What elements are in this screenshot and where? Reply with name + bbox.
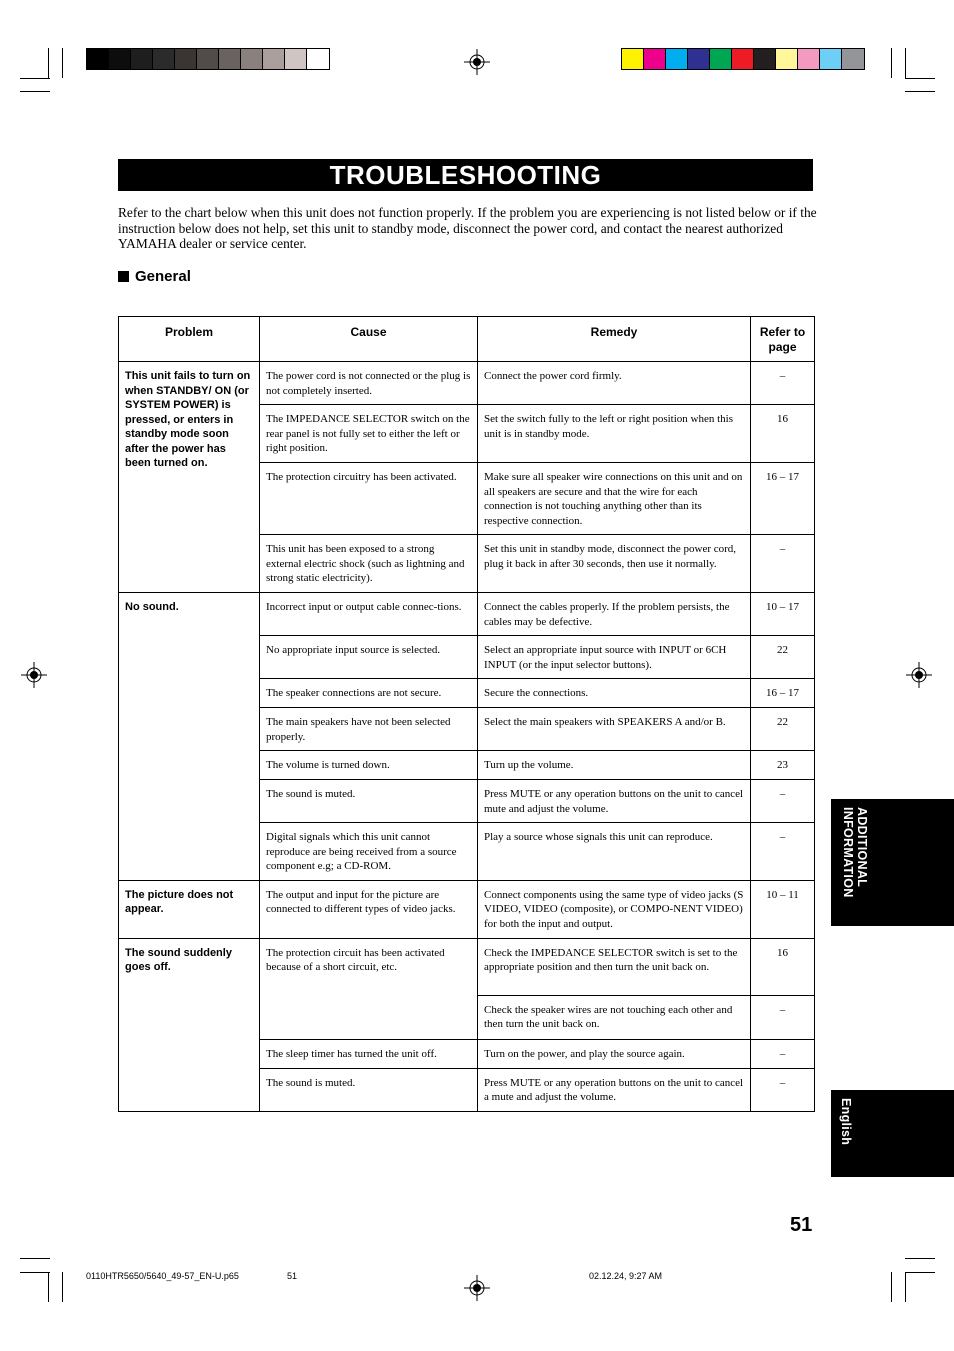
color-swatch: [131, 49, 153, 69]
ref-page-cell: –: [751, 1068, 815, 1111]
ref-page-cell: 16 – 17: [751, 679, 815, 708]
ref-page-cell: –: [751, 823, 815, 881]
problem-cell: This unit fails to turn on when STANDBY/ ON (or SYSTEM POWER) is pressed, or enters in standby mode soon after the power has been turned on.: [119, 362, 260, 593]
crop-mark: [891, 48, 892, 78]
cause-cell: The protection circuit has been activated because of a short circuit, etc.: [260, 938, 478, 1039]
header-cause: Cause: [260, 317, 478, 362]
color-swatch: [175, 49, 197, 69]
ref-page-cell: –: [751, 362, 815, 405]
crop-mark: [905, 1272, 935, 1273]
crop-mark: [891, 1272, 892, 1302]
page-title: TROUBLESHOOTING: [118, 159, 813, 191]
crop-mark: [905, 91, 935, 92]
side-tab-label: English: [839, 1098, 853, 1146]
ref-page-cell: 16: [751, 405, 815, 463]
remedy-cell: Make sure all speaker wire connections on this unit and on all speakers are secure and that the wire for each connection is not touching anything other than its respective connection.: [478, 463, 751, 535]
remedy-cell: Connect components using the same type of video jacks (S VIDEO, VIDEO (composite), or COMPO-NENT VIDEO) for both the input and output.: [478, 880, 751, 938]
color-swatch: [644, 49, 666, 69]
cause-cell: The speaker connections are not secure.: [260, 679, 478, 708]
cause-cell: The output and input for the picture are connected to different types of video jacks.: [260, 880, 478, 938]
color-swatch: [241, 49, 263, 69]
registration-mark-icon: [464, 49, 490, 75]
square-bullet-icon: [118, 271, 129, 282]
color-swatch: [307, 49, 329, 69]
color-swatch: [622, 49, 644, 69]
color-swatch: [666, 49, 688, 69]
side-tab-additional-information: [831, 799, 954, 926]
cause-cell: The main speakers have not been selected properly.: [260, 708, 478, 751]
registration-mark-icon: [464, 1275, 490, 1301]
color-swatch: [197, 49, 219, 69]
ref-page-cell: 23: [751, 751, 815, 780]
cause-cell: The IMPEDANCE SELECTOR switch on the rear panel is not fully set to either the left or right position.: [260, 405, 478, 463]
crop-mark: [48, 1272, 49, 1302]
cause-cell: The power cord is not connected or the plug is not completely inserted.: [260, 362, 478, 405]
remedy-cell: Connect the power cord firmly.: [478, 362, 751, 405]
remedy-cell: Connect the cables properly. If the problem persists, the cables may be defective.: [478, 593, 751, 636]
remedy-cell: Secure the connections.: [478, 679, 751, 708]
crop-mark: [62, 48, 63, 78]
crop-mark: [905, 78, 935, 79]
cause-cell: This unit has been exposed to a strong external electric shock (such as lightning and strong static electricity).: [260, 535, 478, 593]
crop-mark: [62, 1272, 63, 1302]
color-swatch: [263, 49, 285, 69]
footer-page: 51: [287, 1271, 298, 1281]
remedy-cell: Press MUTE or any operation buttons on the unit to cancel mute and adjust the volume.: [478, 780, 751, 823]
color-swatch: [219, 49, 241, 69]
ref-page-cell: 22: [751, 636, 815, 679]
color-swatch: [842, 49, 864, 69]
remedy-cell: Turn up the volume.: [478, 751, 751, 780]
table-header-row: [119, 317, 815, 362]
color-swatch: [732, 49, 754, 69]
remedy-cell: Check the speaker wires are not touching each other and then turn the unit back on.: [478, 995, 751, 1039]
color-swatch: [285, 49, 307, 69]
header-problem: Problem: [119, 317, 260, 362]
ref-page-cell: 10 – 11: [751, 880, 815, 938]
ref-page-cell: –: [751, 995, 815, 1039]
crop-mark: [20, 91, 50, 92]
color-swatch: [798, 49, 820, 69]
cause-cell: No appropriate input source is selected.: [260, 636, 478, 679]
crop-mark: [20, 78, 50, 79]
cause-cell: The volume is turned down.: [260, 751, 478, 780]
intro-paragraph: Refer to the chart below when this unit does not function properly. If the problem you are experiencing is not listed below or if the instruction below does not help, set this unit to standby mode, disconnect the power cord, and contact the nearest authorized YAMAHA dealer or service center.: [118, 205, 817, 252]
ref-page-cell: 10 – 17: [751, 593, 815, 636]
section-heading: [118, 268, 191, 285]
cause-cell: The sound is muted.: [260, 1068, 478, 1111]
remedy-cell: Set this unit in standby mode, disconnect the power cord, plug it back in after 30 seconds, then use it normally.: [478, 535, 751, 593]
footer-file: 0110HTR5650/5640_49-57_EN-U.p65: [86, 1271, 239, 1281]
crop-mark: [20, 1258, 50, 1259]
crop-mark: [905, 1258, 935, 1259]
remedy-cell: Select the main speakers with SPEAKERS A and/or B.: [478, 708, 751, 751]
color-swatch: [776, 49, 798, 69]
page-number: 51: [790, 1214, 813, 1236]
crop-mark: [905, 1272, 906, 1302]
color-swatch: [87, 49, 109, 69]
problem-cell: No sound.: [119, 593, 260, 881]
remedy-cell: Turn on the power, and play the source again.: [478, 1039, 751, 1068]
ref-page-cell: –: [751, 1039, 815, 1068]
footer-timestamp: 02.12.24, 9:27 AM: [589, 1271, 663, 1281]
cause-cell: The sound is muted.: [260, 780, 478, 823]
ref-page-cell: 22: [751, 708, 815, 751]
color-swatch: [754, 49, 776, 69]
ref-page-cell: –: [751, 535, 815, 593]
table-row: [119, 938, 815, 995]
ref-page-cell: –: [751, 780, 815, 823]
remedy-cell: Play a source whose signals this unit can reproduce.: [478, 823, 751, 881]
side-tab-english: [831, 1090, 954, 1177]
cause-cell: Incorrect input or output cable connec-tions.: [260, 593, 478, 636]
registration-mark-icon: [21, 662, 47, 688]
remedy-cell: Set the switch fully to the left or right position when this unit is in standby mode.: [478, 405, 751, 463]
table-row: [119, 362, 815, 405]
cause-cell: The sleep timer has turned the unit off.: [260, 1039, 478, 1068]
remedy-cell: Check the IMPEDANCE SELECTOR switch is set to the appropriate position and then turn the unit back on.: [478, 938, 751, 995]
remedy-cell: Select an appropriate input source with INPUT or 6CH INPUT (or the input selector buttons).: [478, 636, 751, 679]
color-swatch: [820, 49, 842, 69]
section-heading-label: General: [135, 268, 191, 285]
crop-mark: [905, 48, 906, 78]
ref-page-cell: 16 – 17: [751, 463, 815, 535]
registration-mark-icon: [906, 662, 932, 688]
table-row: [119, 880, 815, 938]
crop-mark: [48, 48, 49, 78]
remedy-cell: Press MUTE or any operation buttons on the unit to cancel a mute and adjust the volume.: [478, 1068, 751, 1111]
table-row: [119, 593, 815, 636]
color-swatch: [688, 49, 710, 69]
cause-cell: The protection circuitry has been activated.: [260, 463, 478, 535]
troubleshooting-table: [118, 316, 815, 1112]
color-swatch: [109, 49, 131, 69]
problem-cell: The sound suddenly goes off.: [119, 938, 260, 1111]
problem-cell: The picture does not appear.: [119, 880, 260, 938]
header-ref: Refer to page: [751, 317, 815, 362]
cause-cell: Digital signals which this unit cannot reproduce are being received from a source component e.g; a CD-ROM.: [260, 823, 478, 881]
header-remedy: Remedy: [478, 317, 751, 362]
color-swatch: [710, 49, 732, 69]
color-swatch-bar: [621, 48, 865, 70]
color-swatch: [153, 49, 175, 69]
crop-mark: [20, 1272, 50, 1273]
ref-page-cell: 16: [751, 938, 815, 995]
side-tab-label: ADDITIONAL INFORMATION: [841, 807, 869, 898]
grayscale-swatch-bar: [86, 48, 330, 70]
